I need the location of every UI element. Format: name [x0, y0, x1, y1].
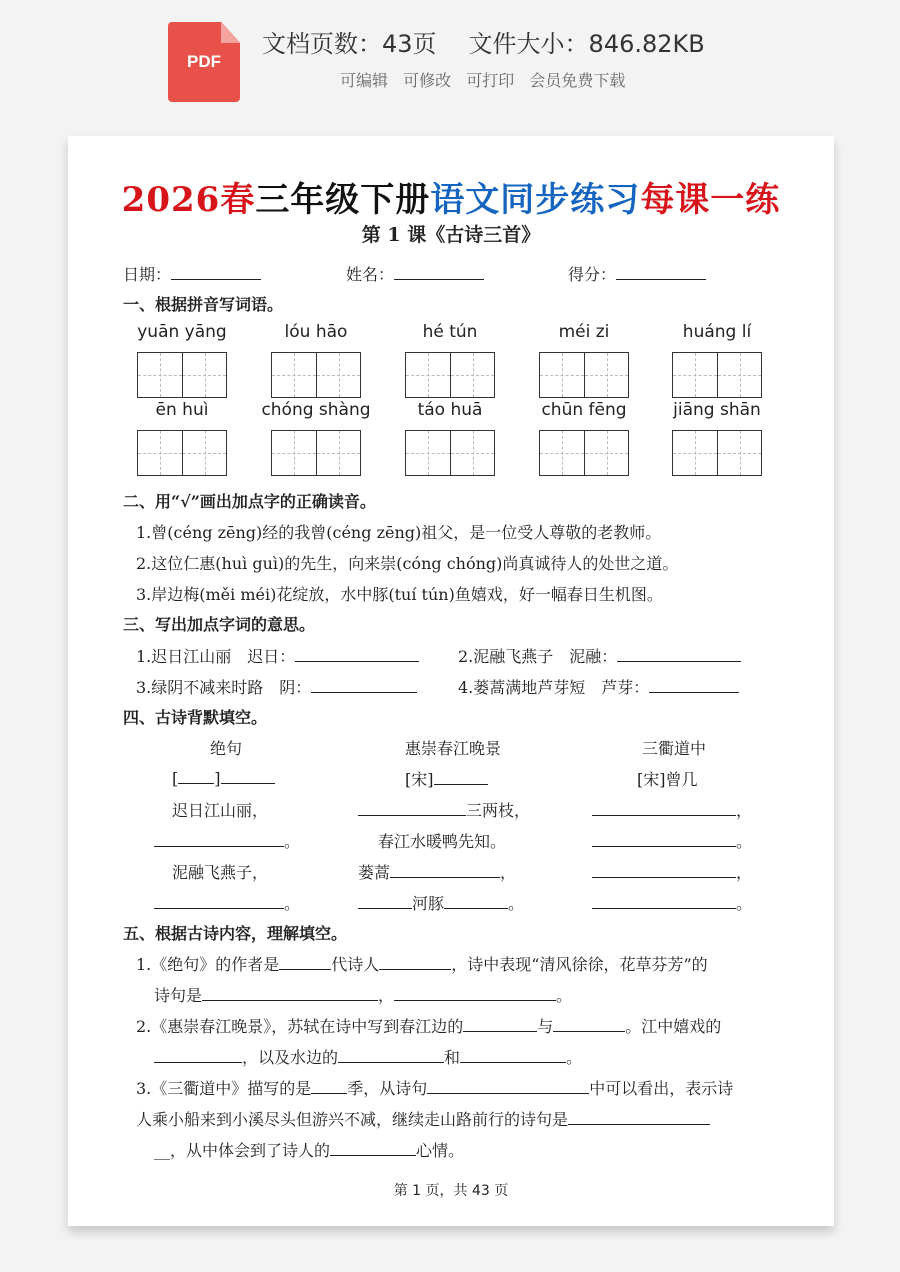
- pinyin-item: méi zi: [524, 322, 644, 398]
- lesson-subtitle: 第 1 课《古诗三首》: [361, 224, 541, 246]
- comprehension-q1-cont: 诗句是 ， 。: [154, 986, 573, 1005]
- comprehension-q1: 1.《绝句》的作者是 代诗人 ，诗中表现“清风徐徐，花草芬芳”的: [136, 955, 708, 974]
- comprehension-q3-cont: 人乘小船来到小溪尽头但游兴不减，继续走山路前行的诗句是: [136, 1107, 710, 1130]
- title-part-grade: 三年级下册: [255, 180, 431, 220]
- answer-blank[interactable]: [617, 645, 741, 662]
- name-field: 姓名：: [346, 262, 484, 285]
- writing-box[interactable]: [405, 352, 495, 398]
- section-4-heading: 四、古诗背默填空。: [123, 708, 268, 727]
- answer-blank[interactable]: [311, 676, 417, 693]
- comprehension-q3: 3.《三衢道中》描写的是 季，从诗句 中可以看出，表示诗: [136, 1079, 734, 1098]
- writing-box[interactable]: [539, 352, 629, 398]
- writing-box[interactable]: [137, 352, 227, 398]
- poem-line: 。: [592, 891, 752, 914]
- writing-box[interactable]: [672, 430, 762, 476]
- title-part-year: 2026春: [121, 180, 256, 220]
- reading-question: 3.岸边梅(měi méi)花绽放，水中豚(tuí tún)鱼嬉戏，好一幅春日生机图。: [136, 585, 663, 604]
- page-count: 文档页数：43页: [262, 30, 437, 58]
- poem-author: [宋]曾几: [637, 770, 698, 789]
- pinyin-item: táo huā: [390, 400, 510, 476]
- pinyin-item: ēn huì: [122, 400, 242, 476]
- pinyin-item: yuān yāng: [122, 322, 242, 398]
- title-part-lesson: 每课一练: [640, 180, 781, 220]
- page-title: [68, 172, 834, 221]
- writing-box[interactable]: [672, 352, 762, 398]
- writing-box[interactable]: [405, 430, 495, 476]
- poem-line: 三两枝，: [358, 798, 530, 821]
- meaning-question: 2.泥融飞燕子 泥融：: [458, 644, 741, 667]
- poem-line: 春江水暖鸭先知。: [378, 832, 507, 851]
- poem-title: 绝句: [209, 739, 242, 758]
- pinyin-item: huáng lí: [657, 322, 777, 398]
- section-2-heading: 二、用“√”画出加点字的正确读音。: [123, 492, 376, 511]
- document-page: [68, 136, 834, 1226]
- answer-blank[interactable]: [649, 676, 739, 693]
- reading-question: 2.这位仁惠(huì guì)的先生，向来崇(cóng chóng)尚真诚待人的处世之道。: [136, 554, 679, 573]
- section-1-heading: 一、根据拼音写词语。: [123, 295, 284, 314]
- poem-line: 迟日江山丽，: [172, 801, 269, 820]
- pinyin-item: chóng shàng: [256, 400, 376, 476]
- meaning-question: 1.迟日江山丽 迟日：: [136, 644, 419, 667]
- poem-line: 河豚 。: [358, 891, 524, 914]
- perm-modify: 可修改: [403, 71, 452, 90]
- comprehension-q2: 2.《惠崇春江晚景》，苏轼在诗中写到春江边的 与 。江中嬉戏的: [136, 1017, 722, 1036]
- writing-box[interactable]: [539, 430, 629, 476]
- poem-line: 。: [154, 891, 300, 914]
- poem-line: ，: [592, 860, 752, 883]
- pinyin-item: jiāng shān: [657, 400, 777, 476]
- poem-line: 泥融飞燕子，: [172, 863, 269, 882]
- poem-line: 。: [592, 829, 752, 852]
- comprehension-q2-cont: ，以及水边的 和 。: [154, 1045, 582, 1068]
- answer-blank[interactable]: [295, 645, 419, 662]
- pinyin-item: lóu hāo: [256, 322, 376, 398]
- page-footer: 第 1 页，共 43 页: [393, 1183, 509, 1199]
- poem-author: [ ]: [172, 767, 275, 788]
- title-part-subject: 语文同步练习: [430, 180, 641, 220]
- perm-download: 会员免费下载: [529, 71, 626, 90]
- poem-line: ，: [592, 798, 752, 821]
- pinyin-item: chūn fēng: [524, 400, 644, 476]
- meaning-question: 4.蒌蒿满地芦芽短 芦芽：: [458, 675, 739, 698]
- file-size: 文件大小：846.82KB: [468, 30, 705, 58]
- comprehension-q3-end: __，从中体会到了诗人的 心情。: [154, 1141, 465, 1160]
- perm-print: 可打印: [466, 71, 515, 90]
- reading-question: 1.曾(céng zēng)经的我曾(céng zēng)祖父，是一位受人尊敬的老教师。: [136, 523, 662, 542]
- pinyin-item: hé tún: [390, 322, 510, 398]
- writing-box[interactable]: [271, 352, 361, 398]
- section-5-heading: 五、根据古诗内容，理解填空。: [123, 924, 348, 943]
- meaning-question: 3.绿阴不减来时路 阴：: [136, 675, 417, 698]
- permissions: [340, 68, 635, 91]
- pdf-icon-label: PDF: [187, 52, 221, 71]
- file-meta: [262, 24, 737, 59]
- poem-title: 惠崇春江晚景: [404, 739, 501, 758]
- poem-title: 三衢道中: [641, 739, 706, 758]
- poem-line: 蒌蒿 ，: [358, 863, 517, 882]
- poem-author: [宋]: [405, 767, 488, 790]
- date-field: 日期：: [123, 262, 261, 285]
- poem-line: 。: [154, 829, 300, 852]
- writing-box[interactable]: [137, 430, 227, 476]
- perm-edit: 可编辑: [340, 71, 389, 90]
- section-3-heading: 三、写出加点字词的意思。: [123, 615, 316, 634]
- score-field: 得分：: [568, 262, 706, 285]
- writing-box[interactable]: [271, 430, 361, 476]
- document-header: [0, 0, 900, 120]
